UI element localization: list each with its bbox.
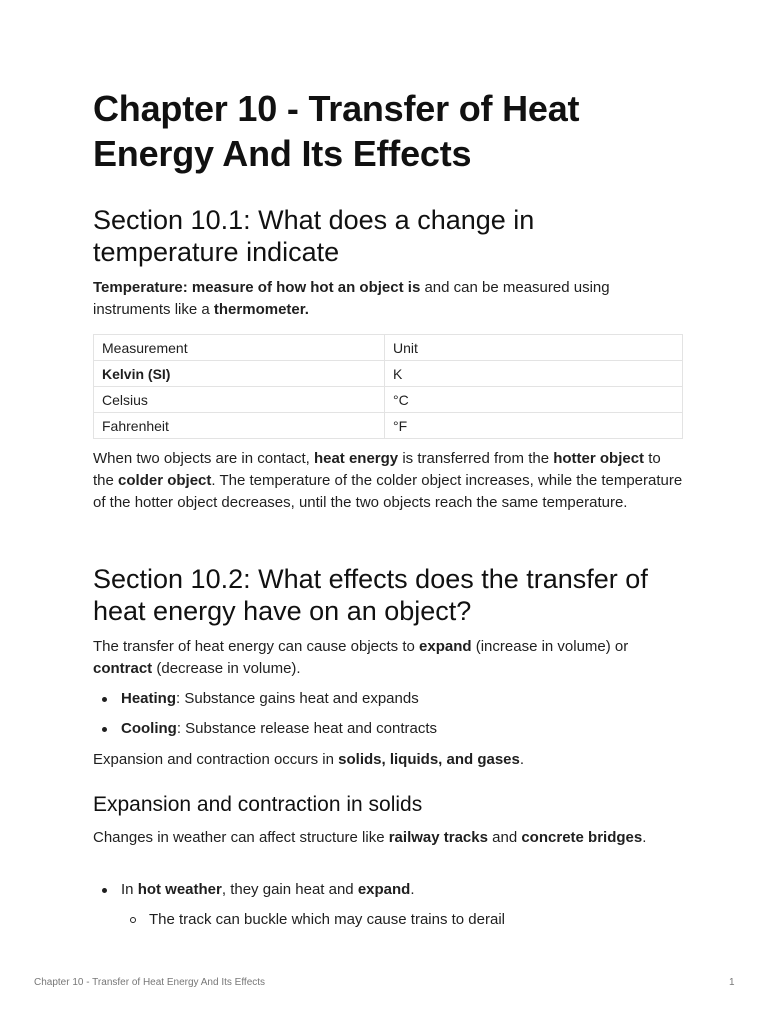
table-cell: Celsius (94, 387, 385, 413)
text: . The temperature of the colder object increases, while the temperature of the hotter object decreases, until the two objects reach the same temperature. (93, 472, 683, 511)
bold-text: solids, liquids, and gases (338, 751, 520, 768)
text: Changes in weather can affect structure like (93, 829, 389, 846)
table-cell: °F (385, 413, 683, 439)
sub-list-item: The track can buckle which may cause trains to derail (93, 909, 683, 931)
text: . (519, 751, 525, 768)
text: and can be measured using instruments like a (93, 279, 610, 318)
table-header-cell: Measurement (94, 335, 385, 361)
bold-text: colder object (118, 472, 212, 489)
table-cell: Kelvin (SI) (94, 361, 385, 387)
bold-text: railway tracks (388, 829, 488, 846)
text: . (642, 829, 647, 846)
bold-text: hotter object (553, 450, 645, 467)
temperature-units-table (93, 334, 683, 439)
bold-text: expand (357, 881, 411, 898)
section-10-2-heading: Section 10.2: What effects does the transfer of heat energy have on an object? (93, 564, 648, 626)
text: to the (93, 450, 661, 489)
hot-weather-list (93, 879, 683, 931)
bold-text: Cooling (121, 720, 177, 737)
text: : Substance gains heat and expands (176, 690, 419, 707)
states-paragraph (93, 749, 683, 771)
text: Expansion and contraction occurs in (93, 751, 339, 768)
bold-text: concrete bridges (521, 829, 643, 846)
text: In (121, 881, 138, 898)
text: (increase in volume) or (471, 638, 629, 655)
bold-text: thermometer. (213, 301, 309, 318)
bold-text: expand (419, 638, 472, 655)
weather-paragraph (93, 827, 683, 849)
table-cell: Fahrenheit (94, 413, 385, 439)
bold-text: Heating (121, 690, 177, 707)
text: is transferred from the (398, 450, 554, 467)
chapter-title: Chapter 10 - Transfer of Heat Energy And Its Effects (93, 88, 580, 174)
page-number: 1 (729, 977, 735, 988)
text: . (410, 881, 415, 898)
table-cell: K (385, 361, 683, 387)
table-header-cell: Unit (385, 335, 683, 361)
list-item (93, 718, 683, 740)
list-item (93, 688, 683, 710)
bold-text: contract (93, 660, 153, 677)
text: The transfer of heat energy can cause objects to (93, 638, 420, 655)
text: When two objects are in contact, (93, 450, 314, 467)
text: (decrease in volume). (152, 660, 301, 677)
table-row (94, 361, 683, 387)
table-cell: °C (385, 387, 683, 413)
table-header-row (94, 335, 683, 361)
temperature-paragraph (93, 277, 683, 321)
bold-text: Temperature: measure of how hot an object is (93, 279, 421, 296)
bold-text: heat energy (313, 450, 399, 467)
section-10-1-heading: Section 10.1: What does a change in temperature indicate (93, 205, 535, 267)
text: : Substance release heat and contracts (176, 720, 437, 737)
heating-cooling-list (93, 688, 683, 740)
heat-transfer-paragraph (93, 448, 683, 514)
table-row (94, 387, 683, 413)
table-row (94, 413, 683, 439)
solids-heading: Expansion and contraction in solids (93, 793, 423, 816)
footer-title: Chapter 10 - Transfer of Heat Energy And Its Effects (34, 977, 266, 988)
bold-text: hot weather (137, 881, 222, 898)
expand-contract-paragraph (93, 636, 683, 680)
text: , they gain heat and (221, 881, 358, 898)
text: and (487, 829, 522, 846)
list-item (93, 879, 683, 901)
